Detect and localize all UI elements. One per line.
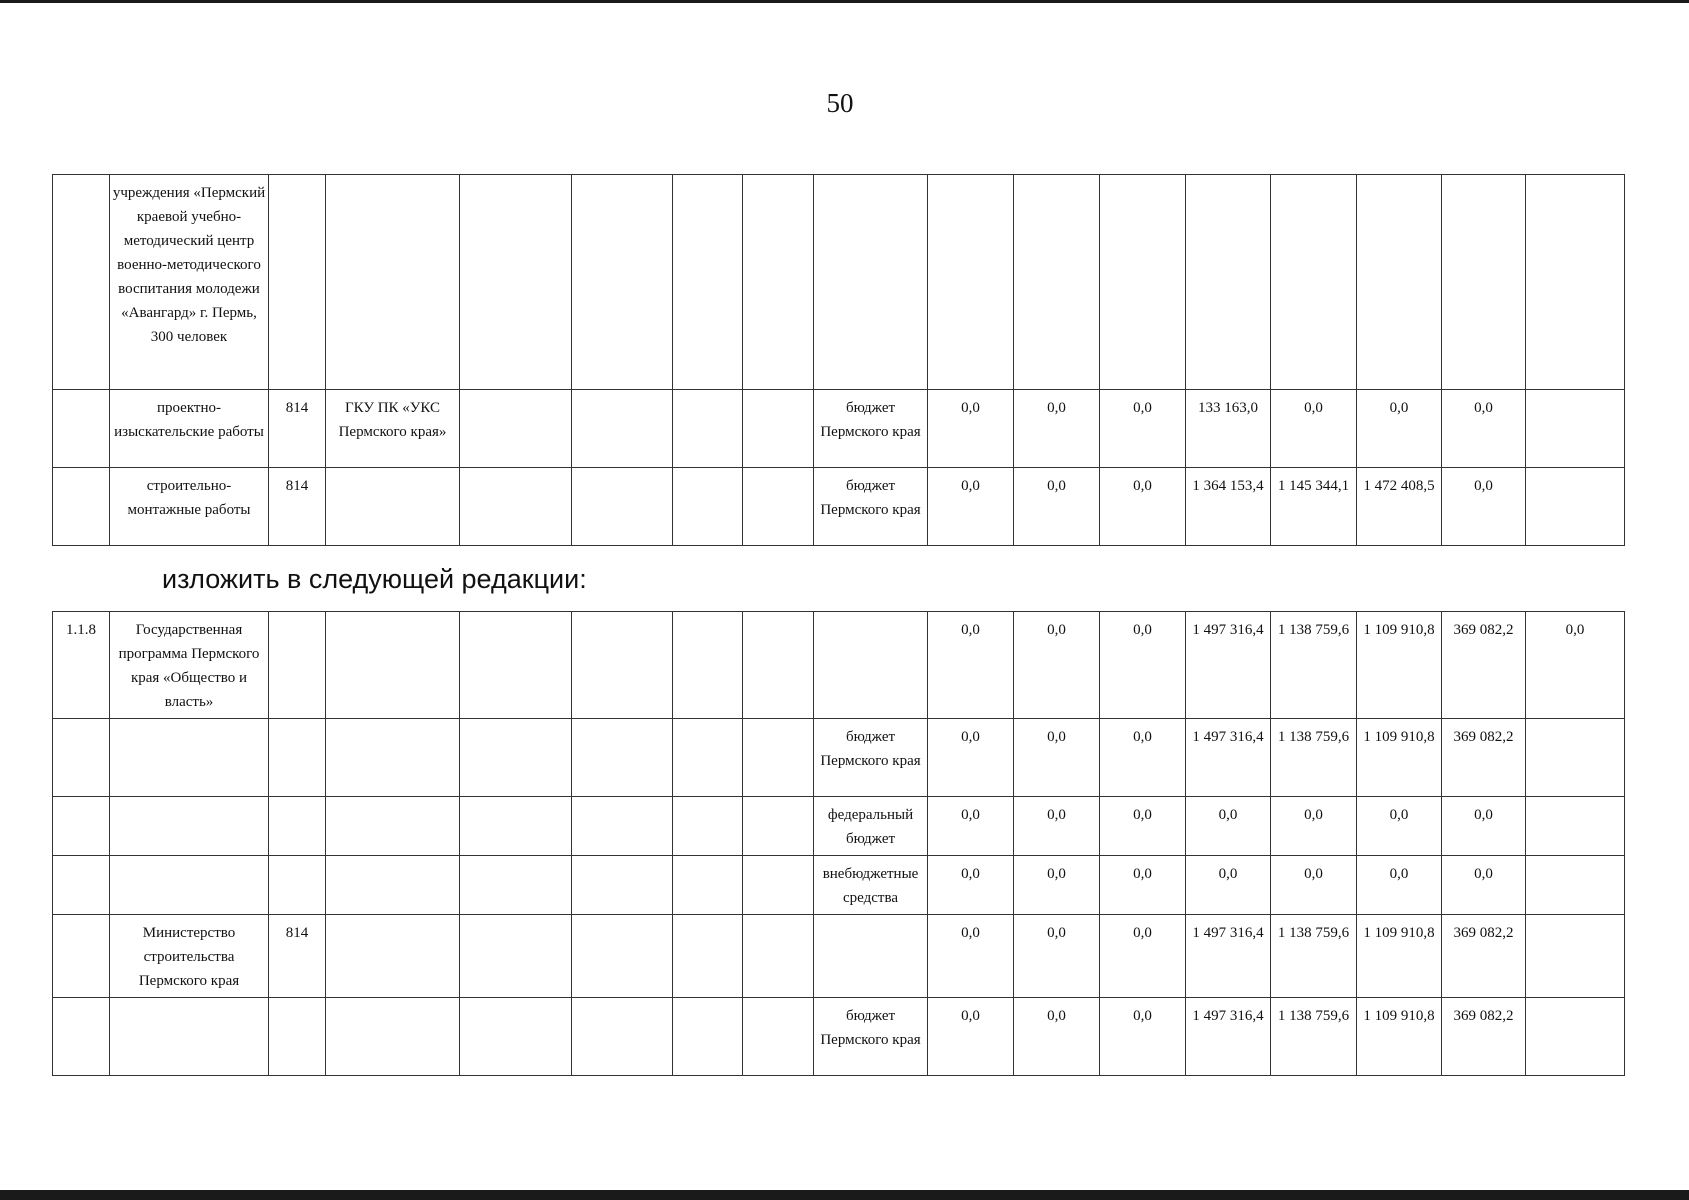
table-cell — [326, 998, 460, 1076]
table-cell — [110, 719, 269, 797]
table-cell — [928, 175, 1014, 390]
table-cell — [1271, 175, 1357, 390]
table-cell — [1526, 390, 1625, 468]
table-cell — [1100, 175, 1186, 390]
table-cell — [269, 175, 326, 390]
table-cell — [269, 856, 326, 915]
table-cell: 0,0 — [1014, 468, 1100, 546]
table-cell: 0,0 — [1357, 390, 1442, 468]
table-cell — [673, 612, 743, 719]
table-cell — [53, 856, 110, 915]
new-table-body — [53, 612, 1625, 1076]
table-row — [53, 175, 1625, 390]
table-cell: 0,0 — [1357, 797, 1442, 856]
table-cell: 0,0 — [1014, 719, 1100, 797]
table-cell: 369 082,2 — [1442, 612, 1526, 719]
table-cell: проектно-изыскательские работы — [110, 390, 269, 468]
table-cell — [572, 998, 673, 1076]
table-row — [53, 797, 1625, 856]
table-cell: 0,0 — [1100, 915, 1186, 998]
table-row — [53, 468, 1625, 546]
table-cell — [1186, 175, 1271, 390]
table-cell — [269, 797, 326, 856]
table-cell — [673, 390, 743, 468]
table-row — [53, 915, 1625, 998]
table-cell — [1526, 719, 1625, 797]
table-cell — [460, 719, 572, 797]
table-cell: 814 — [269, 468, 326, 546]
table-cell — [326, 175, 460, 390]
table-cell — [572, 390, 673, 468]
table-cell — [269, 719, 326, 797]
table-cell — [743, 612, 814, 719]
table-cell — [572, 612, 673, 719]
table-cell: 0,0 — [928, 915, 1014, 998]
table-cell — [572, 915, 673, 998]
table-cell — [326, 612, 460, 719]
table-cell: 0,0 — [1357, 856, 1442, 915]
table-cell: 0,0 — [1014, 915, 1100, 998]
table-cell — [1442, 175, 1526, 390]
table-cell: внебюджетные средства — [814, 856, 928, 915]
table-cell: 1 472 408,5 — [1357, 468, 1442, 546]
table-cell: 0,0 — [928, 719, 1014, 797]
table-cell: бюджет Пермского края — [814, 719, 928, 797]
table-cell: федеральный бюджет — [814, 797, 928, 856]
table-cell: 369 082,2 — [1442, 998, 1526, 1076]
table-cell — [673, 856, 743, 915]
table-cell — [743, 998, 814, 1076]
table-cell: 0,0 — [1100, 612, 1186, 719]
table-cell: 0,0 — [1442, 468, 1526, 546]
table-cell: учреждения «Пермский краевой учебно-методический центр военно-методического воспитания молодежи «Авангард» г. Пермь, 300 человек — [110, 175, 269, 390]
table-cell — [572, 719, 673, 797]
table-cell — [326, 719, 460, 797]
table-cell: строительно-монтажные работы — [110, 468, 269, 546]
table-cell: 0,0 — [1271, 390, 1357, 468]
table-cell: 0,0 — [928, 797, 1014, 856]
table-cell — [572, 797, 673, 856]
table-cell — [572, 468, 673, 546]
table-cell: 0,0 — [928, 856, 1014, 915]
table-cell: бюджет Пермского края — [814, 390, 928, 468]
table-cell — [1014, 175, 1100, 390]
table-cell — [1526, 915, 1625, 998]
table-row — [53, 998, 1625, 1076]
table-cell — [743, 390, 814, 468]
table-cell: 1 109 910,8 — [1357, 915, 1442, 998]
table-cell: 0,0 — [1014, 612, 1100, 719]
table-cell: 0,0 — [1100, 998, 1186, 1076]
table-cell — [814, 915, 928, 998]
instruction-text: изложить в следующей редакции: — [162, 564, 587, 594]
table-cell: 0,0 — [1014, 797, 1100, 856]
table-cell: ГКУ ПК «УКС Пермского края» — [326, 390, 460, 468]
table-cell: 1 364 153,4 — [1186, 468, 1271, 546]
table-cell — [460, 390, 572, 468]
table-cell — [269, 998, 326, 1076]
table-cell — [572, 175, 673, 390]
table-cell: 0,0 — [1100, 468, 1186, 546]
table-cell — [460, 468, 572, 546]
table-cell: 0,0 — [1186, 797, 1271, 856]
table-cell: 1.1.8 — [53, 612, 110, 719]
table-cell: 0,0 — [928, 390, 1014, 468]
table-cell: 369 082,2 — [1442, 719, 1526, 797]
table-cell: 0,0 — [1100, 719, 1186, 797]
table-cell — [1526, 468, 1625, 546]
table-cell — [743, 915, 814, 998]
table-cell — [460, 856, 572, 915]
old-table-body — [53, 175, 1625, 546]
table-cell — [53, 797, 110, 856]
table-row — [53, 612, 1625, 719]
table-cell — [53, 468, 110, 546]
table-cell — [743, 856, 814, 915]
table-cell: 1 497 316,4 — [1186, 612, 1271, 719]
table-cell — [1526, 175, 1625, 390]
table-cell: 0,0 — [928, 612, 1014, 719]
scan-border-top — [0, 0, 1689, 3]
table-cell — [460, 915, 572, 998]
table-cell: 0,0 — [928, 468, 1014, 546]
table-cell: 1 109 910,8 — [1357, 719, 1442, 797]
scan-border-bottom — [0, 1190, 1689, 1200]
table-cell: 0,0 — [1271, 797, 1357, 856]
table-cell — [110, 856, 269, 915]
table-cell: бюджет Пермского края — [814, 998, 928, 1076]
table-cell — [814, 612, 928, 719]
table-cell — [460, 612, 572, 719]
table-cell — [673, 719, 743, 797]
table-cell — [673, 175, 743, 390]
table-cell — [572, 856, 673, 915]
table-cell — [1526, 856, 1625, 915]
table-cell — [1357, 175, 1442, 390]
page-number: 50 — [826, 88, 854, 118]
table-cell: 0,0 — [1442, 856, 1526, 915]
table-cell — [460, 998, 572, 1076]
table-cell — [53, 719, 110, 797]
new-table — [52, 611, 1625, 1076]
table-cell: 1 138 759,6 — [1271, 612, 1357, 719]
table-cell — [743, 719, 814, 797]
table-cell: 0,0 — [1014, 390, 1100, 468]
table-cell: Государственная программа Пермского края «Общество и власть» — [110, 612, 269, 719]
table-cell — [53, 175, 110, 390]
table-cell — [673, 915, 743, 998]
table-cell: 0,0 — [1442, 390, 1526, 468]
table-cell — [53, 915, 110, 998]
table-row — [53, 719, 1625, 797]
table-cell: 1 109 910,8 — [1357, 998, 1442, 1076]
table-cell — [673, 797, 743, 856]
table-cell — [53, 998, 110, 1076]
table-cell: 1 109 910,8 — [1357, 612, 1442, 719]
table-cell — [743, 797, 814, 856]
table-cell: 1 138 759,6 — [1271, 915, 1357, 998]
table-cell: 1 497 316,4 — [1186, 915, 1271, 998]
table-cell: 0,0 — [1442, 797, 1526, 856]
table-cell: 0,0 — [1526, 612, 1625, 719]
table-cell: 1 138 759,6 — [1271, 719, 1357, 797]
table-cell: 0,0 — [928, 998, 1014, 1076]
old-table — [52, 174, 1625, 546]
table-row — [53, 390, 1625, 468]
table-cell: 1 497 316,4 — [1186, 719, 1271, 797]
table-cell — [326, 856, 460, 915]
table-cell — [743, 468, 814, 546]
table-cell — [1526, 998, 1625, 1076]
table-cell: 0,0 — [1271, 856, 1357, 915]
table-cell: 814 — [269, 390, 326, 468]
table-cell: бюджет Пермского края — [814, 468, 928, 546]
table-cell — [460, 175, 572, 390]
table-cell — [460, 797, 572, 856]
table-cell — [1526, 797, 1625, 856]
table-cell: 0,0 — [1100, 856, 1186, 915]
table-cell: 814 — [269, 915, 326, 998]
table-cell — [743, 175, 814, 390]
table-cell — [326, 468, 460, 546]
table-cell: 369 082,2 — [1442, 915, 1526, 998]
table-cell — [814, 175, 928, 390]
table-cell — [326, 797, 460, 856]
table-cell: 1 497 316,4 — [1186, 998, 1271, 1076]
table-cell: 0,0 — [1100, 390, 1186, 468]
table-cell: 0,0 — [1014, 856, 1100, 915]
table-cell: 133 163,0 — [1186, 390, 1271, 468]
table-cell — [110, 998, 269, 1076]
table-cell — [673, 468, 743, 546]
table-cell — [110, 797, 269, 856]
table-row — [53, 856, 1625, 915]
table-cell: 1 145 344,1 — [1271, 468, 1357, 546]
table-cell: 0,0 — [1100, 797, 1186, 856]
table-cell — [673, 998, 743, 1076]
table-cell — [326, 915, 460, 998]
table-cell — [269, 612, 326, 719]
table-cell: 0,0 — [1186, 856, 1271, 915]
table-cell — [53, 390, 110, 468]
table-cell: 0,0 — [1014, 998, 1100, 1076]
table-cell: Министерство строительства Пермского края — [110, 915, 269, 998]
table-cell: 1 138 759,6 — [1271, 998, 1357, 1076]
